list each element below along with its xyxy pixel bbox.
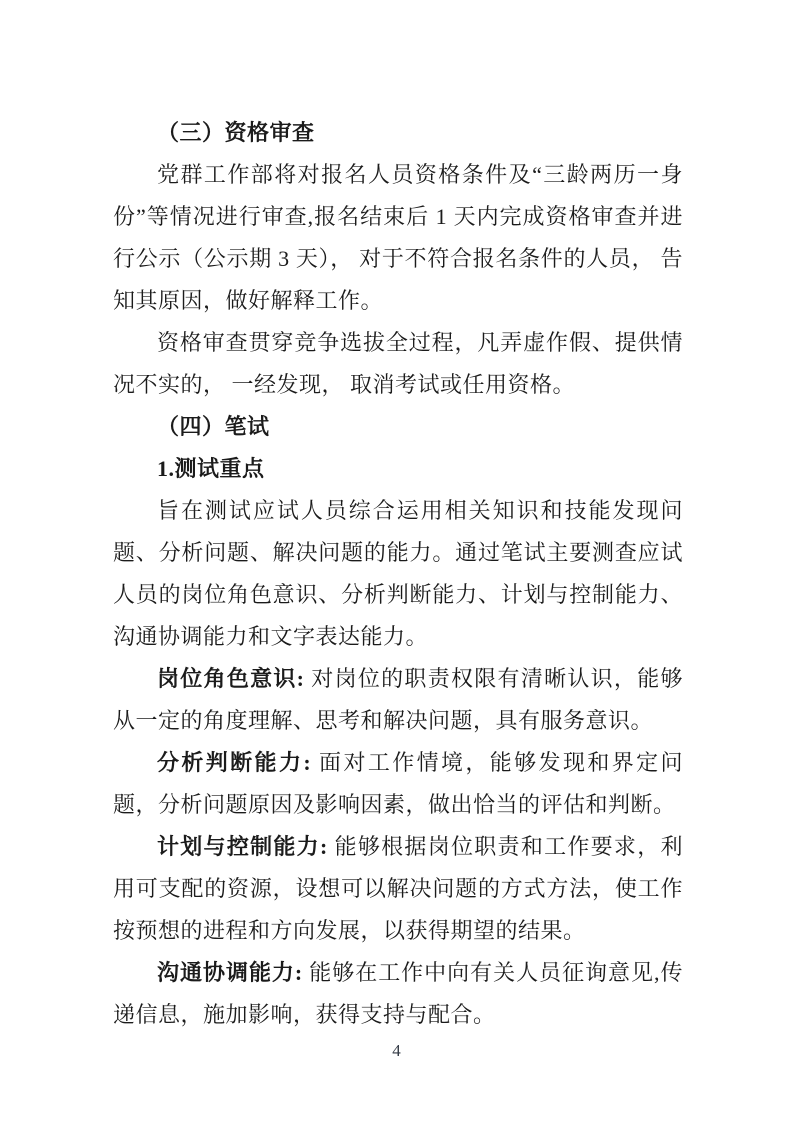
- paragraph-communication-coordination: [113, 952, 683, 1036]
- document-body: [113, 112, 683, 1036]
- section-heading-qualification-review: （三）资格审查: [157, 120, 315, 145]
- term-planning-control: 计划与控制能力:: [157, 834, 328, 859]
- paragraph-qualification-review-2: 资格审查贯穿竞争选拔全过程，凡弄虚作假、提供情况不实的， 一经发现， 取消考试或任用资格。: [113, 330, 683, 397]
- term-analysis-judgment: 分析判断能力:: [157, 750, 312, 775]
- paragraph-analysis-judgment: [113, 742, 683, 826]
- page-number: 4: [392, 1041, 401, 1060]
- paragraph-role-awareness: [113, 658, 683, 742]
- definition-analysis-judgment: 面对工作情境，能够发现和界定问题，分析问题原因及影响因素，做出恰当的评估和判断。: [113, 750, 683, 817]
- section-heading-written-test: （四）笔试: [157, 414, 270, 439]
- paragraph-qualification-review-1: 党群工作部将对报名人员资格条件及“三龄两历一身份”等情况进行审查,报名结束后 1 天内完成资格审查并进行公示（公示期 3 天）， 对于不符合报名条件的人员， 告知其原因，做好解释工作。: [113, 162, 683, 313]
- paragraph-test-focus-intro: 旨在测试应试人员综合运用相关知识和技能发现问题、分析问题、解决问题的能力。通过笔试主要测查应试人员的岗位角色意识、分析判断能力、计划与控制能力、沟通协调能力和文字表达能力。: [113, 498, 683, 649]
- definition-planning-control: 能够根据岗位职责和工作要求，利用可支配的资源，设想可以解决问题的方式方法，使工作按预想的进程和方向发展，以获得期望的结果。: [113, 834, 683, 943]
- subsection-heading-test-focus: 1.测试重点: [157, 456, 265, 481]
- definition-role-awareness: 对岗位的职责权限有清晰认识，能够从一定的角度理解、思考和解决问题，具有服务意识。: [113, 666, 683, 733]
- term-role-awareness: 岗位角色意识:: [157, 666, 305, 691]
- paragraph-planning-control: [113, 826, 683, 952]
- term-communication-coordination: 沟通协调能力:: [157, 960, 303, 985]
- definition-communication-coordination: 能够在工作中向有关人员征询意见,传递信息，施加影响，获得支持与配合。: [113, 960, 683, 1027]
